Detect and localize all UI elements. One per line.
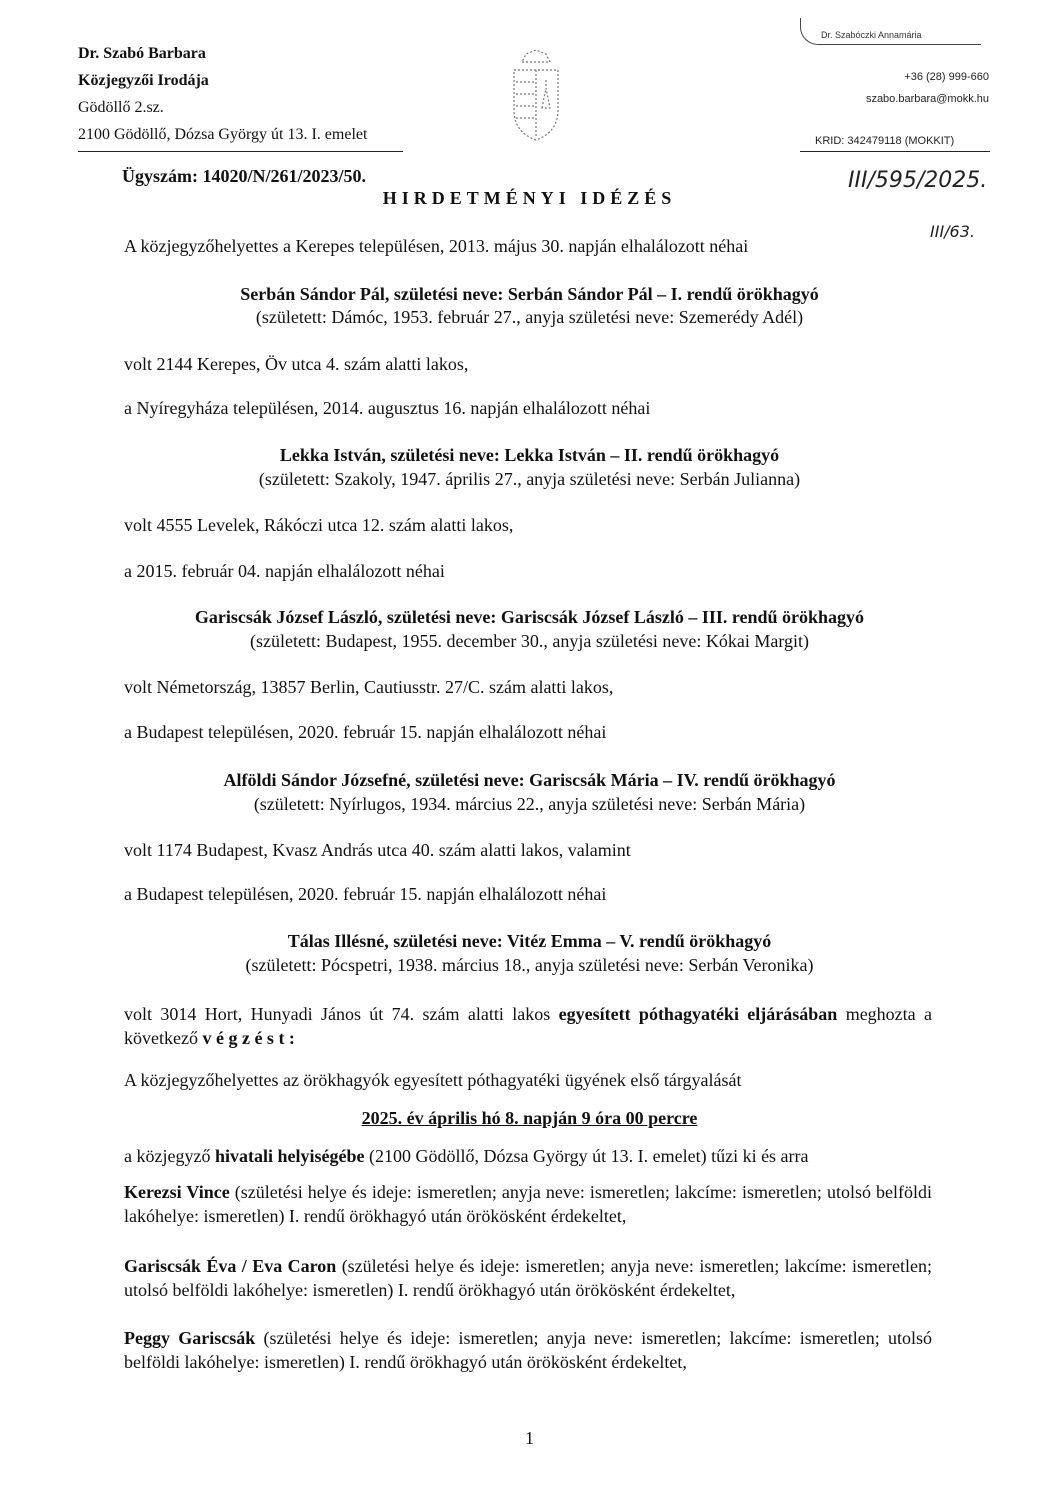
hearing-date: 2025. év április hó 8. napján 9 óra 00 percre (361, 1108, 698, 1128)
office-seat: Gödöllő 2.sz. (78, 99, 164, 116)
email-address: szabo.barbara@mokk.hu (865, 93, 989, 105)
office-address: 2100 Gödöllő, Dózsa György út 13. I. emelet (78, 126, 368, 143)
deceased-3-intro: a 2015. február 04. napján elhalálozott néhai (124, 561, 445, 581)
heir-3-text: (születési helye és ideje: ismeretlen; anyja neve: ismeretlen; lakcíme: ismeretlen; utolsó belföldi lakóhelye: ismeretlen) I. rendű örökhagyó után örökösként érdekeltet, (124, 1328, 932, 1372)
procedure-type: egyesített póthagyatéki eljárásában (558, 1004, 838, 1024)
deceased-4-address: volt 1174 Budapest, Kvasz András utca 40. szám alatti lakos, valamint (124, 840, 631, 860)
deceased-3-name: Gariscsák József László, születési neve: Gariscsák József László – III. rendű örökhagyó (194, 607, 865, 627)
stamp-text: Dr. Szabóczki Annamária (821, 30, 922, 40)
deceased-2-name: Lekka István, születési neve: Lekka István – II. rendű örökhagyó (279, 445, 780, 465)
office-header (78, 40, 367, 148)
last-address-paragraph (124, 1002, 932, 1050)
contact-block (866, 66, 989, 110)
deceased-4-birth: (született: Nyírlugos, 1934. március 22., anyja születési neve: Serbán Mária) (253, 794, 806, 814)
venue-line (124, 1146, 809, 1167)
notary-name: Dr. Szabó Barbara (78, 45, 206, 62)
deceased-5-intro: a Budapest településen, 2020. február 15. napján elhalálozott néhai (124, 884, 607, 904)
heir-2 (124, 1254, 932, 1302)
deceased-1-address: volt 2144 Kerepes, Öv utca 4. szám alatti lakos, (124, 354, 469, 374)
deceased-5-birth: (született: Pócspetri, 1938. március 18., anyja születési neve: Serbán Veronika) (245, 955, 814, 975)
phone-number: +36 (28) 999-660 (904, 71, 989, 83)
heir-1 (124, 1180, 932, 1228)
deceased-2-intro: a Nyíregyháza településen, 2014. augusztus 16. napján elhalálozott néhai (124, 398, 651, 418)
last-address: volt 3014 Hort, Hunyadi János út 74. szám alatti lakos (124, 1004, 551, 1024)
deceased-3-birth: (született: Budapest, 1955. december 30., anyja születési neve: Kókai Margit) (249, 631, 809, 651)
venue-bold: hivatali helyiségébe (214, 1146, 365, 1166)
deceased-1-birth: (született: Dámóc, 1953. február 27., anyja születési neve: Szemerédy Adél) (255, 307, 804, 327)
header-divider-right (800, 151, 990, 152)
office-name: Közjegyzői Irodája (78, 72, 209, 89)
document-title: HIRDETMÉNYI IDÉZÉS (382, 188, 677, 208)
handwritten-subreference: III/63. (930, 222, 975, 241)
deceased-4-name: Alföldi Sándor Józsefné, születési neve: Gariscsák Mária – IV. rendű örökhagyó (223, 770, 836, 790)
case-number: Ügyszám: 14020/N/261/2023/50. (122, 166, 366, 186)
deceased-1-name: Serbán Sándor Pál, születési neve: Serbán Sándor Pál – I. rendű örökhagyó (240, 284, 819, 304)
deceased-4-intro: a Budapest településen, 2020. február 15. napján elhalálozott néhai (124, 722, 607, 742)
deceased-2-birth: (született: Szakoly, 1947. április 27., anyja születési neve: Serbán Julianna) (258, 469, 801, 489)
venue-prefix: a közjegyző (124, 1146, 211, 1166)
deceased-2-address: volt 4555 Levelek, Rákóczi utca 12. szám alatti lakos, (124, 515, 514, 535)
hearing-intro: A közjegyzőhelyettes az örökhagyók egyesített póthagyatéki ügyének első tárgyalását (124, 1070, 742, 1090)
page-number: 1 (525, 1428, 534, 1448)
heir-2-text: (születési helye és ideje: ismeretlen; anyja neve: ismeretlen; lakcíme: ismeretlen; utolsó belföldi lakóhelye: ismeretlen) I. rendű örökhagyó után örökösként érdekeltet, (124, 1256, 933, 1300)
deceased-3-address: volt Németország, 13857 Berlin, Cautiusstr. 27/C. szám alatti lakos, (124, 677, 614, 697)
received-stamp (800, 18, 981, 45)
decision-prefix: meghozta a következő (124, 1004, 933, 1048)
heir-1-name: Kerezsi Vince (124, 1182, 230, 1202)
venue-rest: (2100 Gödöllő, Dózsa György út 13. I. emelet) tűzi ki és arra (368, 1146, 809, 1166)
heir-1-text: (születési helye és ideje: ismeretlen; anyja neve: ismeretlen; lakcíme: ismeretlen; utolsó belföldi lakóhelye: ismeretlen) I. rendű örökhagyó után örökösként érdekeltet, (124, 1182, 932, 1226)
handwritten-reference: III/595/2025. (848, 168, 988, 193)
intro-line: A közjegyzőhelyettes a Kerepes településen, 2013. május 30. napján elhalálozott néhai (124, 236, 749, 256)
decision-word: v é g z é s t : (202, 1028, 295, 1048)
coat-of-arms-icon (502, 48, 570, 144)
header-divider-left (78, 151, 403, 152)
heir-3-name: Peggy Gariscsák (124, 1328, 256, 1348)
heir-3 (124, 1326, 932, 1374)
deceased-5-name: Tálas Illésné, születési neve: Vitéz Emma – V. rendű örökhagyó (287, 931, 772, 951)
krid-id: KRID: 342479118 (MOKKIT) (815, 135, 955, 147)
heir-2-name: Gariscsák Éva / Eva Caron (124, 1256, 337, 1276)
